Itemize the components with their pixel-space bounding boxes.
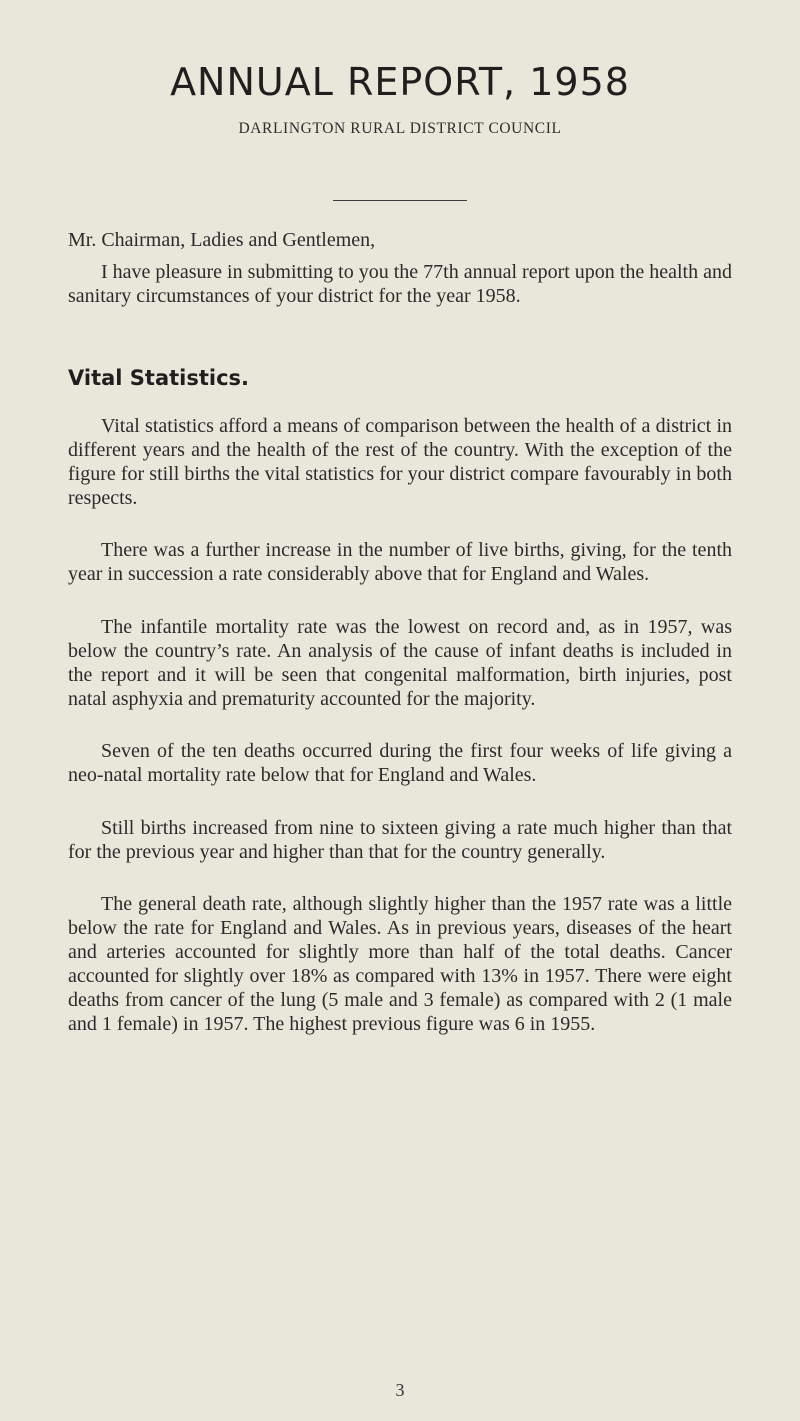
section-heading: Vital Statistics.	[68, 366, 250, 390]
paragraph-comparison: Vital statistics afford a means of comparison between the health of a district in different years and the health of the rest of the country. With the exception of the figure for still births the vital statistics for your district compare favourably in both respects.	[68, 415, 732, 509]
page-number: 3	[395, 1380, 405, 1400]
paragraph-infantile-mortality: The infantile mortality rate was the lowest on record and, as in 1957, was below the country’s rate. An analysis of the cause of infant deaths is included in the report and it will be seen that congenital malformation, birth injuries, post natal asphyxia and prematurity accounted for the majority.	[68, 616, 732, 710]
divider-rule	[333, 200, 467, 201]
paragraph-still-births: Still births increased from nine to sixteen giving a rate much higher than that for the previous year and higher than that for the country generally.	[68, 817, 732, 863]
council-name: DARLINGTON RURAL DISTRICT COUNCIL	[238, 120, 562, 137]
salutation: Mr. Chairman, Ladies and Gentlemen,	[68, 229, 376, 251]
intro-paragraph: I have pleasure in submitting to you the 77th annual report upon the health and sanitary circumstances of your district for the year 1958.	[68, 261, 732, 307]
paragraph-death-rate: The general death rate, although slightly higher than the 1957 rate was a little below the rate for England and Wales. As in previous years, diseases of the heart and arteries accounted for slightly more than half of the total deaths. Cancer accounted for slightly over 18% as compared with 13% in 1957. There were eight deaths from cancer of the lung (5 male and 3 female) as compared with 2 (1 male and 1 female) in 1957. The highest previous figure was 6 in 1955.	[68, 893, 732, 1035]
paragraph-neonatal: Seven of the ten deaths occurred during the first four weeks of life giving a neo-natal mortality rate below that for England and Wales.	[68, 740, 732, 786]
opening-block	[68, 228, 732, 308]
vital-statistics-body	[68, 414, 732, 1036]
report-title: ANNUAL REPORT, 1958	[170, 60, 630, 104]
paragraph-live-births: There was a further increase in the number of live births, giving, for the tenth year in succession a rate considerably above that for England and Wales.	[68, 539, 732, 585]
